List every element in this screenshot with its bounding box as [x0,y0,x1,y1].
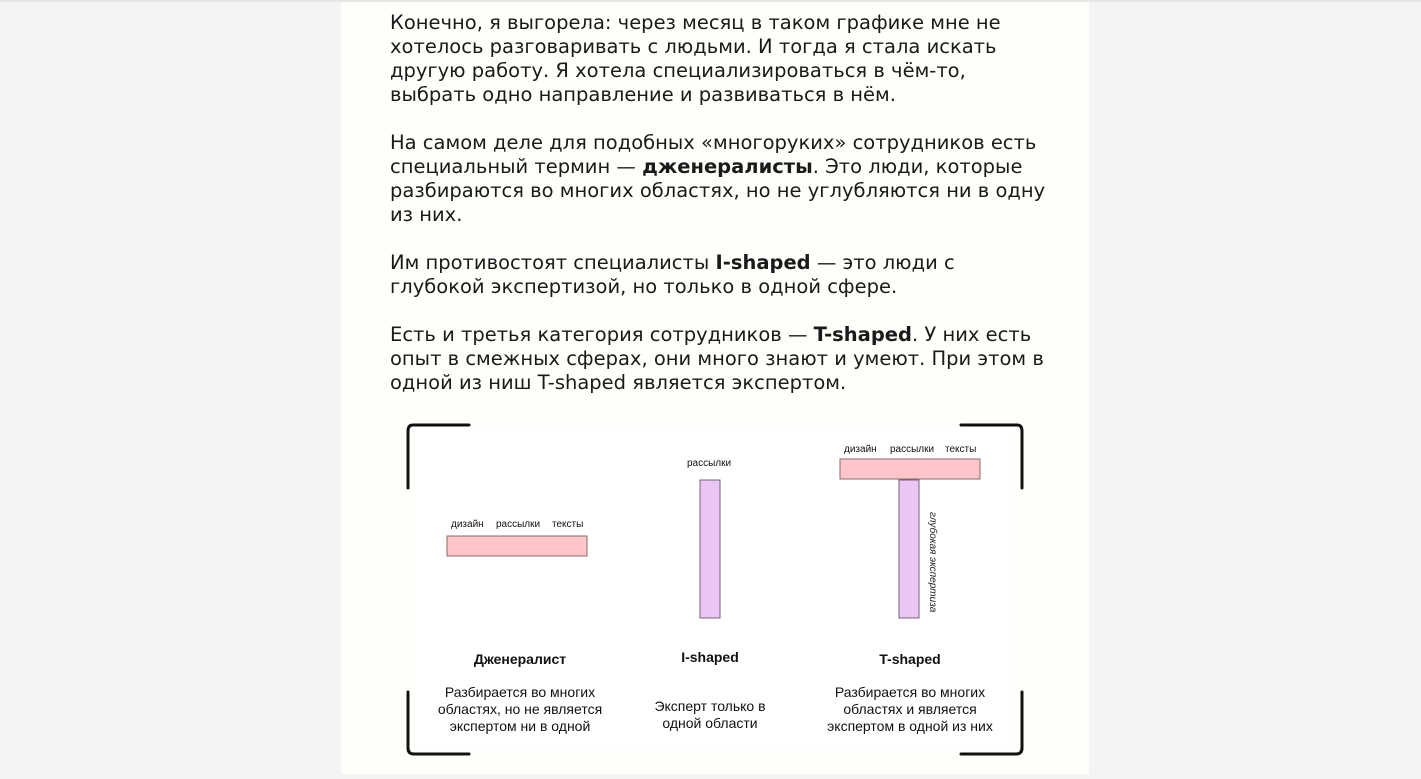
generalist-label-texts: тексты [552,519,584,530]
t-shaped-vertical-label: глубокая экспертиза [927,512,938,613]
paragraph-i-shaped: Им противостоят специалисты I-shaped — это люди с глубокой экспертизой, но только в одной сфере. [390,251,955,298]
term-generalists: дженералисты [642,155,813,178]
term-t-shaped: T-shaped [813,323,912,346]
t-shaped-title: T-shaped [879,651,941,667]
paragraph-t-shaped: Есть и третья категория сотрудников — T-shaped. У них есть опыт в смежных сферах, они много знают и умеют. При этом в одной из ниш T-shaped является экспертом. [390,323,1044,394]
t-shaped-vertical-bar [899,480,919,618]
t-shaped-label-newsletters: рассылки [890,444,935,455]
generalist-description: Разбирается во многих областях, но не является экспертом ни в одной [437,684,603,734]
t-shaped-horizontal-bar [840,459,980,479]
i-shaped-bar [700,480,720,618]
t-shaped-label-texts: тексты [945,444,977,455]
paragraph-burnout: Конечно, я выгорела: через месяц в таком графике мне не хотелось разговаривать с людьми. И тогда я стала искать другую работу. Я хотела специализироваться в чём-то, выбрать одно направление и развиваться в нём. [390,11,1001,106]
specialist-types-diagram [405,422,1025,758]
t-shaped-label-design: дизайн [844,444,877,455]
generalist-title: Дженералист [473,651,567,667]
paragraph-generalists: На самом деле для подобных «многоруких» сотрудников есть специальный термин — дженералисты. Это люди, которые разбираются во многих областях, но не углубляются ни в одну из них. [390,131,1046,226]
generalist-bar [447,536,587,556]
i-shaped-description: Эксперт только в одной области [654,698,766,731]
t-shaped-description: Разбирается во многих областях и является экспертом в одной из них [827,684,993,734]
term-i-shaped: I-shaped [715,251,811,274]
generalist-label-design: дизайн [451,519,484,530]
article-body [390,11,1050,419]
generalist-label-newsletters: рассылки [496,519,541,530]
i-shaped-label-newsletters: рассылки [687,458,732,469]
i-shaped-title: I-shaped [681,649,739,665]
article-page [341,2,1089,774]
